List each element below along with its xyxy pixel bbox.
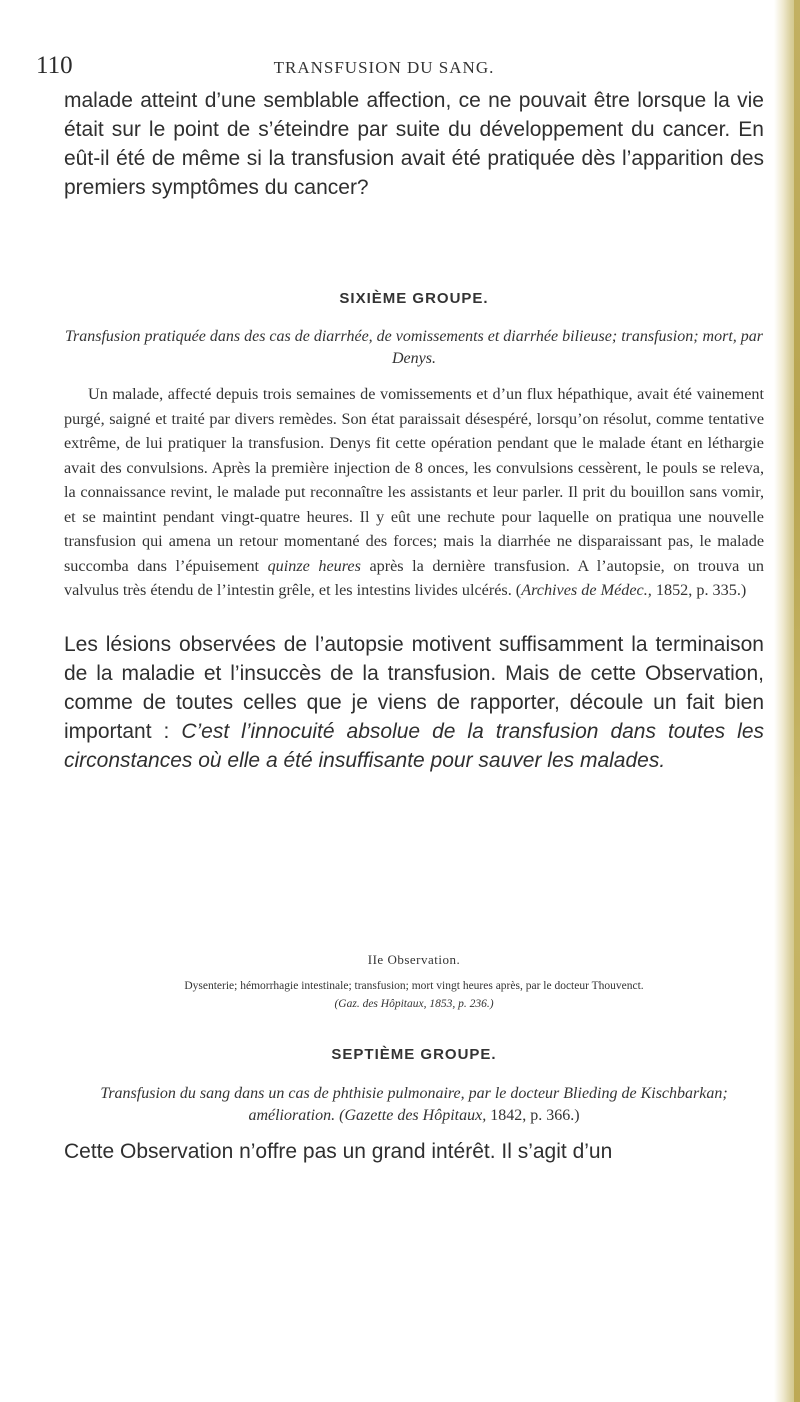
section-subtitle-sixth-group: Transfusion pratiquée dans des cas de diarrhée, de vomissements et diarrhée bilieuse; transfusion; mort, par Denys. bbox=[64, 328, 764, 367]
paragraph-last-line: Cette Observation n’offre pas un grand intérêt. Il s’agit d’un bbox=[64, 1140, 613, 1163]
observation-reference: (Gaz. des Hôpitaux, 1853, p. 236.) bbox=[334, 998, 494, 1010]
paragraph-autopsy-conclusion bbox=[64, 630, 764, 775]
paragraph-denys-italic: quinze heures bbox=[267, 556, 361, 575]
section-heading-seventh-group: SEPTIÈME GROUPE. bbox=[331, 1046, 497, 1063]
observation-title: IIe Observation. bbox=[367, 952, 461, 967]
page-edge-shadow bbox=[774, 0, 800, 1402]
section-heading-sixth-group: SIXIÈME GROUPE. bbox=[339, 290, 489, 307]
seventh-subtitle-italic: Transfusion du sang dans un cas de phthisie pulmonaire, par le docteur Blieding de Kischbarkan; amélioration. (Gazette des Hôpitaux, bbox=[100, 1085, 728, 1124]
section-subtitle-seventh-group bbox=[64, 1083, 764, 1127]
observation-note: Dysenterie; hémorrhagie intestinale; transfusion; mort vingt heures après, par le docteur Thouvenct. bbox=[184, 980, 644, 992]
paragraph-denys-source: Archives de Médec., bbox=[521, 581, 652, 599]
paragraph-autopsy-italic: C’est l’innocuité absolue de la transfusion dans toutes les circonstances où elle a été insuffisante pour sauver les malades. bbox=[64, 720, 764, 772]
paragraph-denys-text-after: après la dernière transfusion. A l’autopsie, on trouva un valvulus très étendu de l’intestin grêle, et les intestins livides ulcérés. ( bbox=[64, 556, 764, 599]
paragraph-cancer-question: malade atteint d’une semblable affection, ce ne pouvait être lorsque la vie était sur le point de s’éteindre par suite du développement du cancer. En eût-il été de même si la transfusion avait été pratiquée dès l’apparition des premiers symptômes du cancer? bbox=[64, 89, 764, 199]
page-number: 110 bbox=[36, 52, 73, 79]
paragraph-denys-source-rest: 1852, p. 335.) bbox=[651, 581, 747, 599]
running-head bbox=[36, 52, 762, 82]
paragraph-denys-case bbox=[64, 382, 764, 603]
paragraph-denys-text: Un malade, affecté depuis trois semaines de vomissements et d’un flux hépathique, avait été vainement purgé, saigné et traité par divers remèdes. Son état paraissait désespéré, lorsqu’on résolut, comme tentative extrême, de lui pratiquer la transfusion. Denys fit cette opération pendant que le malade étant en léthargie avait des convulsions. Après la première injection de 8 onces, les convulsions cessèrent, le pouls se releva, la connaissance revint, le malade put reconnaître les assistants et leur parler. Il prit du bouillon sans vomir, et se maintint pendant vingt-quatre heures. Il y eût une rechute pour laquelle on pratiqua une nouvelle transfusion qui amena un retour momentané des forces; mais la diarrhée ne disparaissant pas, le malade succomba dans l’épuisement bbox=[64, 385, 764, 575]
paragraph-autopsy-text: Les lésions observées de l’autopsie motivent suffisamment la terminaison de la maladie et l’insuccès de la transfusion. Mais de cette Observation, comme de toutes celles que je viens de rapporter, découle un fait bien important : bbox=[64, 633, 764, 743]
seventh-subtitle-rest: 1842, p. 366.) bbox=[486, 1107, 580, 1124]
running-title: TRANSFUSION DU SANG. bbox=[273, 58, 495, 77]
